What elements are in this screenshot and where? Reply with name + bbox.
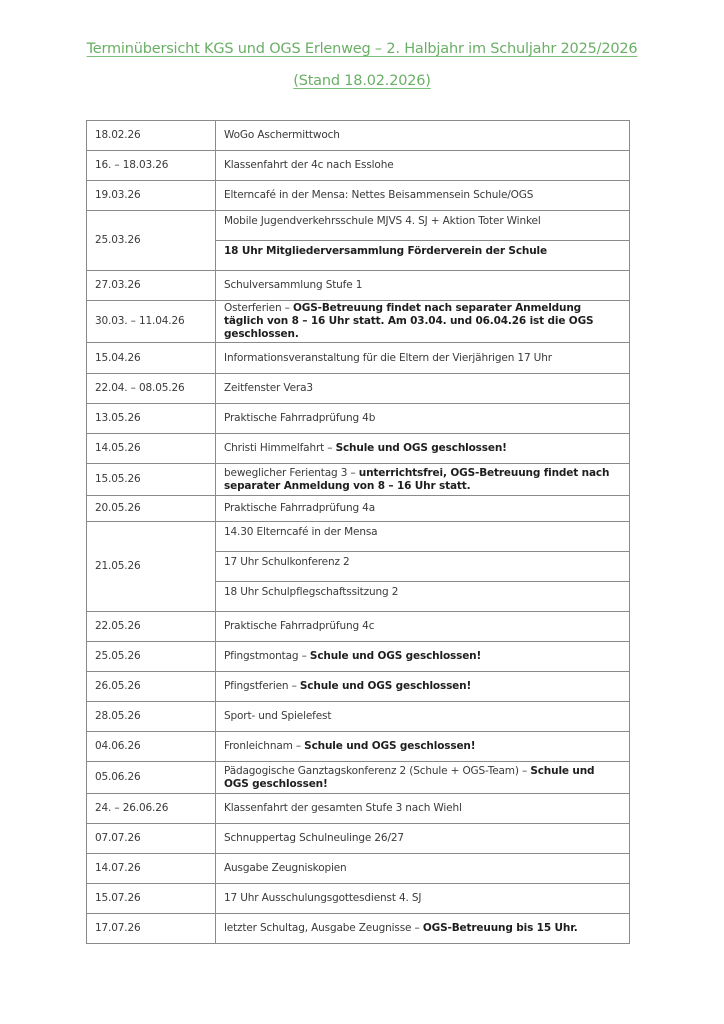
date-cell: 22.05.26 [87,612,216,642]
event-highlight: Schule und OGS geschlossen! [304,740,476,752]
date-cell: 15.04.26 [87,343,216,374]
date-cell: 16. – 18.03.26 [87,151,216,181]
table-row [87,642,630,672]
date-cell: 17.07.26 [87,914,216,944]
event-text: Pfingstferien – [224,680,300,692]
event-cell [216,434,630,464]
event-text: Informationsveranstaltung für die Eltern der Vierjährigen 17 Uhr [224,351,552,364]
date-cell: 26.05.26 [87,672,216,702]
event-highlight: 18 Uhr Mitgliederversammlung Förderverein der Schule [224,245,547,257]
date-cell: 21.05.26 [87,522,216,612]
table-row [87,343,630,374]
event-cell [216,301,630,343]
event-text: Klassenfahrt der gesamten Stufe 3 nach Wiehl [224,802,462,814]
table-row [87,884,630,914]
date-cell: 25.03.26 [87,211,216,271]
table-row [87,824,630,854]
event-text: Osterferien – [224,302,293,314]
event-cell [216,241,630,271]
table-row [87,434,630,464]
event-cell [216,211,630,241]
table-row [87,794,630,824]
event-cell [216,343,630,374]
event-cell [216,121,630,151]
event-cell [216,732,630,762]
date-cell: 25.05.26 [87,642,216,672]
schedule-table [86,120,630,944]
document-title: Terminübersicht KGS und OGS Erlenweg – 2. Halbjahr im Schuljahr 2025/2026 [86,41,638,57]
event-cell [216,552,630,582]
table-row [87,732,630,762]
table-row [87,374,630,404]
document-subtitle-date: (Stand 18.02.2026) [293,73,431,89]
event-text: 17 Uhr Schulkonferenz 2 [224,556,350,568]
event-highlight: OGS-Betreuung bis 15 Uhr. [422,922,578,934]
event-text: Christi Himmelfahrt – [224,442,336,454]
table-row [87,181,630,211]
event-highlight: OGS-Betreuung findet nach separater Anmeldung täglich von 8 – 16 Uhr statt. Am 03.04. und 06.04.26 ist die OGS geschlossen. [224,302,594,340]
date-cell: 28.05.26 [87,702,216,732]
event-cell [216,914,630,944]
table-row [87,702,630,732]
table-row [87,612,630,642]
event-text: 14.30 Elterncafé in der Mensa [224,526,378,538]
event-text: Praktische Fahrradprüfung 4b [224,412,376,424]
event-text: Schnuppertag Schulneulinge 26/27 [224,832,404,844]
table-row [87,762,630,794]
table-row [87,121,630,151]
event-text: Klassenfahrt der 4c nach Esslohe [224,159,394,171]
event-cell [216,522,630,552]
table-row [87,301,630,343]
date-cell: 15.05.26 [87,464,216,496]
event-cell [216,464,630,496]
date-cell: 14.07.26 [87,854,216,884]
event-cell [216,374,630,404]
event-highlight: Schule und OGS geschlossen! [309,650,482,662]
table-row [87,522,630,552]
table-row [87,404,630,434]
date-cell: 22.04. – 08.05.26 [87,374,216,404]
event-cell [216,884,630,914]
event-text: Sport- und Spielefest [224,710,332,722]
event-text: Fronleichnam – [224,740,305,752]
event-highlight: Schule und OGS geschlossen! [335,442,507,454]
event-text: Schulversammlung Stufe 1 [224,279,363,291]
date-cell: 30.03. – 11.04.26 [87,301,216,343]
table-row [87,271,630,301]
event-cell [216,794,630,824]
event-cell [216,151,630,181]
date-cell: 15.07.26 [87,884,216,914]
event-text: letzter Schultag, Ausgabe Zeugnisse – [224,922,423,934]
date-cell: 05.06.26 [87,762,216,794]
date-cell: 24. – 26.06.26 [87,794,216,824]
table-row [87,914,630,944]
event-cell [216,271,630,301]
event-cell [216,181,630,211]
event-cell [216,612,630,642]
event-text: 17 Uhr Ausschulungsgottesdienst 4. SJ [224,892,422,904]
event-text: Praktische Fahrradprüfung 4c [224,620,375,632]
event-highlight: unterrichtsfrei, OGS-Betreuung findet nach separater Anmeldung von 8 – 16 Uhr statt. [224,466,610,492]
event-text: Pfingstmontag – [224,650,310,662]
date-cell: 14.05.26 [87,434,216,464]
date-cell: 27.03.26 [87,271,216,301]
event-text: Mobile Jugendverkehrsschule MJVS 4. SJ + Aktion Toter Winkel [224,215,541,227]
table-row [87,496,630,522]
date-cell: 04.06.26 [87,732,216,762]
event-cell [216,824,630,854]
event-text: Praktische Fahrradprüfung 4a [224,502,375,514]
event-cell [216,702,630,732]
event-cell [216,404,630,434]
event-cell [216,582,630,612]
event-cell [216,496,630,522]
date-cell: 19.03.26 [87,181,216,211]
event-text: Pädagogische Ganztagskonferenz 2 (Schule + OGS-Team) – [224,764,531,777]
event-cell [216,642,630,672]
event-cell [216,672,630,702]
event-text: WoGo Aschermittwoch [224,129,340,141]
table-row [87,211,630,241]
table-row [87,672,630,702]
date-cell: 20.05.26 [87,496,216,522]
event-text: beweglicher Ferientag 3 – [224,466,359,479]
event-highlight: Schule und OGS geschlossen! [299,680,472,692]
event-text: Zeitfenster Vera3 [224,382,313,394]
event-text: Elterncafé in der Mensa: Nettes Beisammensein Schule/OGS [224,189,534,201]
date-cell: 18.02.26 [87,121,216,151]
table-row [87,854,630,884]
event-cell [216,762,630,794]
event-highlight: Schule und OGS geschlossen! [224,764,595,790]
date-cell: 13.05.26 [87,404,216,434]
event-text: 18 Uhr Schulpflegschaftssitzung 2 [224,586,399,598]
table-row [87,151,630,181]
date-cell: 07.07.26 [87,824,216,854]
table-row [87,464,630,496]
event-cell [216,854,630,884]
event-text: Ausgabe Zeugniskopien [224,862,347,874]
